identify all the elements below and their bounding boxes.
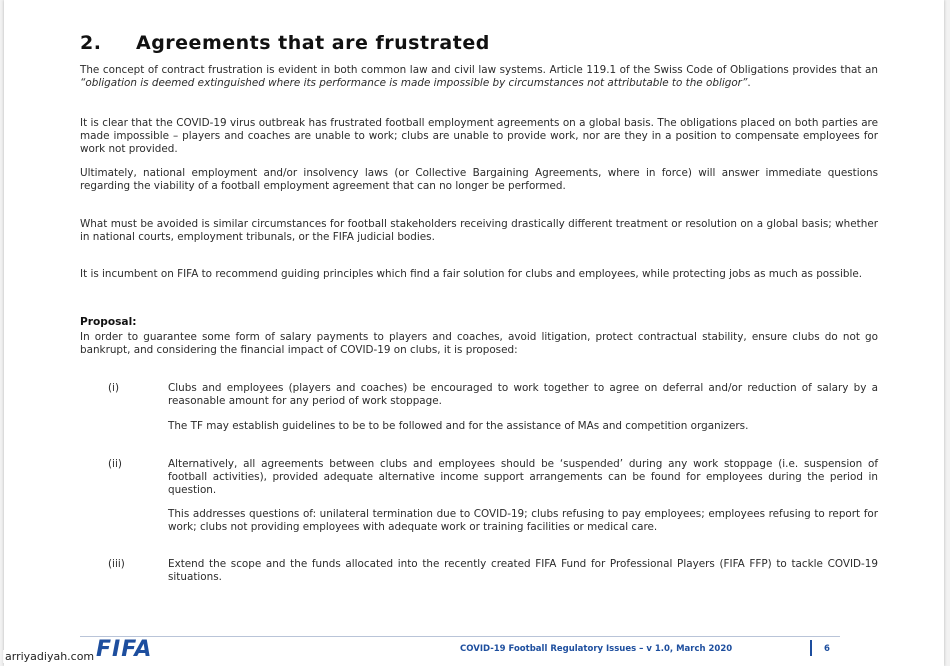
paragraph-frustration-concept [80, 64, 878, 90]
swiss-code-quote: “obligation is deemed extinguished where its performance is made impossible by circumstances not attributable to the obligor” [80, 77, 748, 89]
proposal-item-label: (i) [108, 382, 119, 394]
paragraph-fifa-incumbent: It is incumbent on FIFA to recommend guiding principles which find a fair solution for clubs and employees, while protecting jobs as much as possible. [80, 268, 863, 280]
section-title: Agreements that are frustrated [136, 32, 490, 54]
proposal-item-note: The TF may establish guidelines to be to be followed and for the assistance of MAs and competition organizers. [168, 420, 749, 432]
footer-document-title: COVID-19 Football Regulatory Issues – v 1.0, March 2020 [460, 644, 733, 654]
paragraph-text-end: . [747, 77, 751, 89]
proposal-item-text: Alternatively, all agreements between clubs and employees should be ‘suspended’ during any work stoppage (i.e. suspension of football activities), provided adequate alternative income support arrangements can be found for employees during the period in question. [168, 458, 878, 496]
source-watermark: arriyadiyah.com [5, 650, 95, 663]
fifa-logo: FIFA [96, 637, 153, 662]
proposal-item-text: Clubs and employees (players and coaches) be encouraged to work together to agree on deferral and/or reduction of salary by a reasonable amount for any period of work stoppage. [168, 382, 878, 407]
proposal-item-note: This addresses questions of: unilateral termination due to COVID-19; clubs refusing to pay employees; employees refusing to report for work; clubs not providing employees with adequate work or training facilities or medical care. [168, 508, 878, 533]
proposal-label: Proposal: [80, 316, 137, 328]
paragraph-text: The concept of contract frustration is evident in both common law and civil law systems. Article 119.1 of the Swiss Code of Obligations provides that an [80, 64, 878, 76]
proposal-item-label: (ii) [108, 458, 122, 470]
footer-separator [810, 640, 812, 656]
section-number: 2. [80, 32, 102, 54]
proposal-item-text: Extend the scope and the funds allocated into the recently created FIFA Fund for Professional Players (FIFA FFP) to tackle COVID-19 situations. [168, 558, 878, 583]
paragraph-avoid-circumstances: What must be avoided is similar circumstances for football stakeholders receiving drastically different treatment or resolution on a global basis; whether in national courts, employment tribunals, or the FIFA judicial bodies. [80, 218, 878, 243]
page-number: 6 [824, 644, 830, 654]
proposal-intro: In order to guarantee some form of salary payments to players and coaches, avoid litigation, protect contractual stability, ensure clubs do not go bankrupt, and considering the financial impact of COVID-19 on clubs, it is proposed: [80, 331, 878, 356]
proposal-item-label: (iii) [108, 558, 125, 570]
footer-divider [80, 636, 840, 637]
paragraph-national-laws: Ultimately, national employment and/or insolvency laws (or Collective Bargaining Agreements, where in force) will answer immediate questions regarding the viability of a football employment agreement that can no longer be performed. [80, 167, 878, 192]
section-heading [80, 32, 490, 54]
paragraph-covid-outbreak: It is clear that the COVID-19 virus outbreak has frustrated football employment agreements on a global basis. The obligations placed on both parties are made impossible – players and coaches are unable to work; clubs are unable to provide work, nor are they in a position to compensate employees for work not provided. [80, 117, 878, 155]
